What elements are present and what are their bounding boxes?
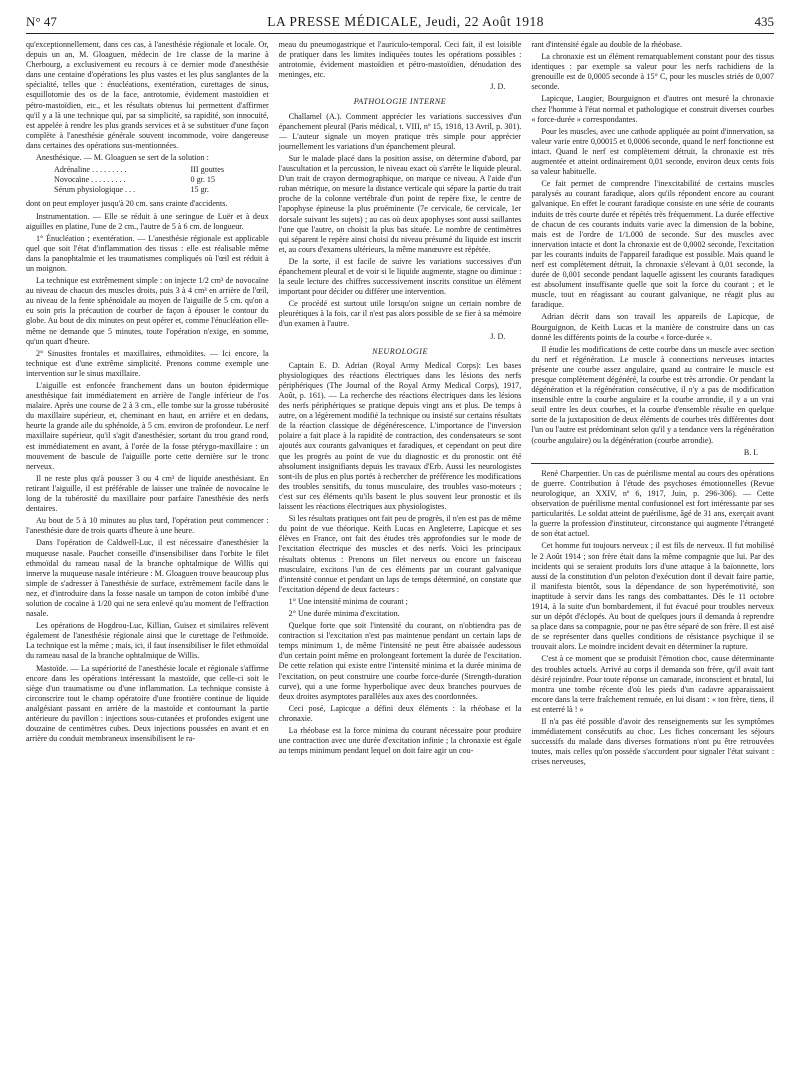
- paragraph: Anesthésique. — M. Gloaguen se sert de la solution :: [36, 153, 209, 163]
- recipe-dose: 0 gr. 15: [190, 175, 216, 185]
- article-columns: [26, 40, 774, 1080]
- recipe-ingredient: Novocaïne . . . . . . . . .: [54, 175, 126, 185]
- paragraph: La technique est extrêmement simple : on injecte 1/2 cm³ de novocaïne au niveau de chacun des muscles droits, puis 3 à 4 cm³ en arrière de l'œil, au niveau de la fente sphénoïdale au moyen de l'aiguille de 5 cm. qu'on a eu soin pris la précaution de courber de façon à épouser le contour du globe. Au bout de dix minutes on peut opérer et, comme l'énucléation elle-même ne demande que 5 minutes, toute l'opération n'exige, en somme, qu'un quart d'heure.: [26, 276, 269, 346]
- paragraph: Les opérations de Hogdrou-Luc, Killian, Guisez et similaires relèvent également de l'anesthésie régionale ainsi que le curettage de l'ethmoïde. La technique est la même ; mais, ici, il faut insensibiliser le filet ethmoïdal du rameau nasal de la branche ophtalmique de Willis.: [26, 621, 269, 661]
- paragraph: L'aiguille est enfoncée franchement dans un bouton épidermique anesthésique fait immédiatement en arrière de l'angle inférieur de l'os malaire. Après une course de 2 à 3 cm., elle tombe sur la grosse tubérosité du maxillaire supérieur, et, cheminant en haut, en arrière et en dedans, heurte la grande aile du sphénoïde, à 5 cm. environ de profondeur. Le nerf maxillaire supérieur, qu'il s'agit d'anesthésier, sortant du trou grand rond, est immédiatement en avant, à l'orée de la fosse ptérygo-maxillaire : un mouvement de bascule de l'aiguille porte cette dernière sur le tronc nerveux.: [26, 381, 269, 471]
- paragraph: Captain E. D. Adrian (Royal Army Medical Corps): Les bases physiologiques des réactions électriques dans les lésions des nerfs périphériques (The Journal of the Royal Army Medical Corps), 1917, Août, p. 161). — La recherche des réactions électriques dans les lésions des nerfs périphériques se pratique depuis vingt ans et plus. De temps à autre, on a légèrement modifié la technique ou insisté sur certains résultats de la réaction classique de dégénérescence. L'importance de l'inversion polaire a fait place à la rapidité de contraction, des condensateurs se sont ajoutés aux courants galvaniques et faradiques, et cependant on peut dire que les progrès au point de vue du diagnostic et du pronostic ont été absolument insignifiants depuis les travaux d'Erb. Aussi les neurologistes sont-ils de plus en plus portés à rechercher de préférence les modifications des troubles sensitifs, du tonus musculaire, des troubles vaso-moteurs ; c'est sur ces éléments qu'ils basent le plus souvent leur pronostic et ils laissent les réactions électriques aux physiologistes.: [278, 360, 522, 512]
- paragraph: Si les résultats pratiques ont fait peu de progrès, il n'en est pas de même du point de vue théorique. Keith Lucas en Angleterre, Lapicque et ses élèves en France, ont fait des études très approfondies sur le mode de l'excitation électrique des muscles et des nerfs. Voici les principaux résultats obtenus : Prenons un filet nerveux ou encore un faisceau musculaire, excitons l'un de ces éléments par un courant galvanique d'intensité connue et pendant un laps de temps déterminé, on constate que l'excitation dépend de deux facteurs :: [278, 514, 522, 594]
- paragraph: Au bout de 5 à 10 minutes au plus tard, l'opération peut commencer : l'anesthésie dure de trois quarts d'heure à une heure.: [26, 516, 269, 536]
- paragraph: 1° Énucléation ; exentération. — L'anesthésie régionale est applicable quel que soit l'état d'inflammation des tissus : elle est réalisable même dans la panophtalmie et les traumatismes compliqués où l'œil est réduit à un moignon.: [26, 233, 269, 273]
- paragraph: La chronaxie est un élément remarquablement constant pour des tissus identiques : par exemple sa valeur pour les nerfs rachidiens de la grenouille est de 0,0005 seconde à 15° C, pour les muscles striés de 0,007 seconde.: [531, 52, 774, 92]
- page-header: [26, 14, 774, 34]
- paragraph: Lapicque, Laugier, Bourguignon et d'autres ont mesuré la chronaxie chez l'homme à l'état normal et pathologique et construit diverses courbes « force-durée » correspondantes.: [531, 94, 774, 124]
- column-1: [26, 40, 269, 1080]
- paragraph: 2° Une durée minima d'excitation.: [288, 608, 400, 618]
- paragraph: rant d'intensité égale au double de la rhéobase.: [531, 40, 683, 49]
- recipe-dose: III gouttes: [190, 165, 224, 175]
- section-heading: PATHOLOGIE INTERNE: [353, 97, 447, 107]
- recipe-dose: 15 gr.: [190, 185, 209, 195]
- paragraph: Ceci posé, Lapicque a défini deux éléments : la rhéobase et la chronaxie.: [278, 703, 522, 723]
- paragraph: 1° Une intensité minima de courant ;: [288, 596, 408, 606]
- recipe-ingredient: Sérum physiologique . . .: [54, 185, 136, 195]
- paragraph: Cet homme fut toujours nerveux ; il est fils de nerveux. Il fut mobilisé le 2 Août 1914 ; son frère était dans la même compagnie que lui. Par des incidents qui se seraient produits lors d'une attaque à la baïonnette, lors aussi de la constitution d'un peloton d'exécution dont il devait faire partie, il manifesta bientôt, sous la dépendance de son hyperémotivité, son inaptitude à servir dans les rangs des combattantes. Dès le 11 octobre 1914, à la suite d'un bombardement, il fut évacué pour troubles nerveux sur un dépôt d'éclopés. Au bout de quelques jours il demanda à reprendre sa place dans sa compagnie, pour ne pas être séparé de son frère. Il est aisé de se représenter dans quelles conditions de résistance psychique il se trouvait alors. Le moindre incident devait en déterminer la rupture.: [531, 541, 774, 652]
- paragraph: Quelque forte que soit l'intensité du courant, on n'obtiendra pas de contraction si l'excitation n'est pas maintenue pendant un certain laps de temps minimum 1, de même l'intensité ne peut être abaissée audessous d'un certain point même en prolongeant fortement la durée de l'excitation. De cette relation qui existe entre l'intensité minima et la durée minima de l'excitation, on peut construire une courbe force-durée (Strength-duration curve), qui a une forme hyperbolique avec deux branches pourvues de deux droites asymptotes parallèles aux axes des coordonnées.: [278, 621, 522, 701]
- paragraph: Il n'a pas été possible d'avoir des renseignements sur les symptômes immédiatement consécutifs au choc. Les fiches concernant les séjours successifs du malade dans diverses formations n'ont pu être retrouvées toutes, mais celles qu'on possède s'accordent pour signaler l'état suivant : crises nerveuses,: [531, 717, 774, 767]
- paragraph: dont on peut employer jusqu'à 20 cm. sans crainte d'accidents.: [26, 199, 228, 209]
- section-divider: [531, 463, 774, 464]
- recipe-ingredient: Adrénaline . . . . . . . . .: [54, 165, 127, 175]
- paragraph: Dans l'opération de Caldwell-Luc, il est nécessaire d'anesthésier la muqueuse nasale. Pauchet conseille d'insensibiliser dans l'orbite le filet ethmoïdal du rameau nasal de la branche ophtalmique de Willis qui innerve la muqueuse nasale intérieure : M. Gloaguen trouve beaucoup plus simple de s'adresser à l'anesthésie de surface, extrêmement facile dans le nez, et d'introduire dans la fosse nasale un tampon de coton imbibé d'une solution de cocaïne à 1/20 qui ne sera enlevé qu'au moment de l'effraction nasale.: [26, 538, 269, 619]
- journal-title: LA PRESSE MÉDICALE, Jeudi, 22 Août 1918: [267, 14, 545, 29]
- paragraph: Pour les muscles, avec une cathode appliquée au point d'innervation, sa valeur varie entre 0,00015 et 0,0006 seconde, quand le nerf fonctionne est intact. Quand le nerf est complètement détruit, la chronaxie est très augmentée et atteint ordinairement 0,01 seconde, environ deux cents fois sa valeur habituelle.: [531, 126, 774, 177]
- paragraph: Sur le malade placé dans la position assise, on détermine d'abord, par l'auscultation et la percussion, le niveau exact où s'arrête le liquide pleural. D'un trait de crayon dermographique, on marque ce niveau. A l'aide d'un ruban métrique, on mesure la distance verticale qui sépare la partie du trait proche de la colonne vertébrale d'un point de repère fixe, le centre de l'apophyse épineuse la plus proéminente (7e cervicale, 6e cervicale, 1er dorsale suivant les sujets) ; au cas où deux apophyses sont aussi saillantes l'une que l'autre, on choisit la plus bas située. Le nombre de centimètres qui séparent le repère ainsi choisi du niveau présumé du liquide est inscrit et, au cours d'examens ultérieurs, la même manœuvre est répétée.: [278, 153, 522, 254]
- recipe-table: [54, 165, 224, 195]
- page-folio: 435: [754, 14, 774, 29]
- paragraph: Challamel (A.). Comment apprécier les variations successives d'un épanchement pleural (Paris médical, t. VIII, nº 15, 1918, 13 Avril, p. 301). — L'auteur signale un moyen pratique très simple pour apprécier journellement les variations d'un épanchement pleural.: [278, 111, 522, 151]
- paragraph: qu'exceptionnellement, dans ces cas, à l'anesthésie régionale et locale. Or, depuis un an, M. Gloaguen, médecin de 1re classe de la marine à Cherbourg, a exclusivement eu recours à ce dernier mode d'anesthésie dans une centaine d'opérations les plus vastes et les plus sanglantes de la spécialité, telles que : énucléations, exentération, curettages de sinus, esquillotomie des os de la face, antrotomie, évidement mastoïdien et pétro-mastoïdien, etc., et les résultats obtenus lui permettent d'affirmer qu'il y a là une technique qui, par sa simplicité, sa rapidité, son innocuité, est appelée à rendre les plus grands services et à se substituer d'une façon complète à l'anesthésie générale souvent incommode, voire dangereuse dans certaines des opérations sus-mentionnées.: [26, 40, 269, 150]
- author-signature: J. D.: [490, 82, 506, 92]
- paragraph: De la sorte, il est facile de suivre les variations successives d'un épanchement pleural et de voir si le liquide augmente, stagne ou diminue : la seule lecture des chiffres successivement inscrits constitue un élément important pour décider ou différer une intervention.: [278, 256, 522, 297]
- paragraph: Mastoïde. — La supériorité de l'anesthésie locale et régionale s'affirme encore dans les opérations intéressant la mastoïde, que celle-ci soit le siège d'un traumatisme ou d'une inflammation. La technique consiste à circonscrire tout le champ opératoire d'une frontière continue de liquide analgésiant passant en arrière de la mastoïde et contournant la partie antérieure du pavillon : injections sous-cutanées et profondes exigent une douzaine de centimètres cubes. Deux injections poussées en avant et en arrière du conduit membraneux insensibilisent le ra-: [26, 663, 269, 744]
- column-3: [531, 40, 774, 1080]
- author-signature: J. D.: [490, 331, 506, 341]
- issue-number: N° 47: [26, 14, 57, 29]
- paragraph: meau du pneumogastrique et l'auriculo-temporal. Ceci fait, il est loisible de pratiquer dans les limites indiquées toutes les opérations possibles : antrotomie, évidement mastoïdien et pétro-mastoïdien, dénudation des meninges, etc.: [278, 40, 522, 80]
- paragraph: Instrumentation. — Elle se réduit à une seringue de Luër et à deux aiguilles en platine, l'une de 2 cm., l'autre de 5 à 6 cm. de longueur.: [26, 211, 269, 231]
- paragraph: Adrian décrit dans son travail les appareils de Lapicque, de Bourguignon, de Keith Lucas et la manière de construire dans un cas donné les différents points de la courbe « force-durée ».: [531, 312, 774, 342]
- paragraph: Ce fait permet de comprendre l'inexcitabilité de certains muscles paralysés au courant faradique, alors qu'ils répondent encore au courant galvanique. En effet le courant faradique consiste en une série de courants induits de très courte durée et répétés très fréquemment. La durée effective de chacun de ces courants induits varie avec la dimension de la bobine, mais est de l'ordre de 1/1.000 de seconde. Sur des muscles avec innervation intacte et dont la chronaxie est de 0,0002 seconde, l'excitation par les courants induits de l'appareil faradique est possible. Mais quand le nerf est complètement détruit, la chronaxie s'élevant à 0,01 seconde, la durée de 0,001 seconde pendant laquelle agissent les courants faradiques est absolument insuffisante quelle que soit la force du courant ; et le muscle, tout en réagissant au courant galvanique, ne réagit plus au faradique.: [531, 179, 774, 310]
- paragraph: René Charpentier. Un cas de puérilisme mental au cours des opérations de guerre. Contribution à l'étude des psychoses émotionnelles (Revue neurologique, an XXIV, nº 6, 1917, Juin, p. 296-306). — Cette observation de puérilisme mental confusionnel est fort intéressante par ses particularités. Le soldat atteint de puérilisme, âgé de 31 ans, exerçait avant la guerre la profession d'instituteur, circonstance qui augmente l'étrangeté de son état actuel.: [531, 468, 774, 539]
- column-2: [279, 40, 522, 1080]
- section-heading: NEUROLOGIE: [372, 346, 428, 356]
- paragraph: C'est à ce moment que se produisit l'émotion choc, cause déterminante des troubles actuels. Arrivé au corps il demanda son frère, qu'il avait tant désiré rejoindre. Pour toute réponse un camarade, inconscient et brutal, lui montra une tombe récente d'où les pieds d'un cadavre apparaissaient encore dans la terre fraîchement remuée, en lui disant : « ton frère, tiens, il est enterré là ! »: [531, 654, 774, 714]
- author-signature: B. I.: [743, 447, 759, 457]
- paragraph: Il étudie les modifications de cette courbe dans un muscle avec section du nerf et régénération. Le muscle à connections nerveuses intactes présente une courbe assez angulaire, quand au contraire le muscle est presque complètement dégénéré, la courbe est très arrondie. Or pendant la dégénération et la régénération consécutive, il n'y a pas de modification insensible entre la courbe angulaire et la courbe arrondie, il y a un vrai seuil entre les deux courbes, et la courbe d'ensemble résulte en quelque sorte de la juxtaposition de deux éléments de courbes très différentes dont l'un ou l'autre est prédominant selon qu'il y a tendance vers la régénération (courbe angulaire) ou la dégénération (courbe arrondie).: [531, 344, 774, 445]
- paragraph: Ce procédé est surtout utile lorsqu'on soigne un certain nombre de pleurétiques à la fois, car il n'est pas alors possible de se fier à sa mémoire d'un examen à l'autre.: [278, 299, 522, 329]
- paragraph: La rhéobase est la force minima du courant nécessaire pour produire une contraction avec une durée d'excitation infinie ; la chronaxie est égale au temps minimum pendant lequel on doit faire agir un cou-: [278, 726, 522, 756]
- paragraph: 2° Sinusites frontales et maxillaires, ethmoïdites. — Ici encore, la technique est d'une extrême simplicité. Prenons comme exemple une intervention sur le sinus maxillaire.: [26, 348, 269, 378]
- paragraph: Il ne reste plus qu'à pousser 3 ou 4 cm³ de liquide anesthésiant. En retirant l'aiguille, il est préférable de laisser une traînée de novocaïne le long de la tubérosité du maxillaire pour parfaire l'anesthésie des nerfs dentaires.: [26, 473, 269, 514]
